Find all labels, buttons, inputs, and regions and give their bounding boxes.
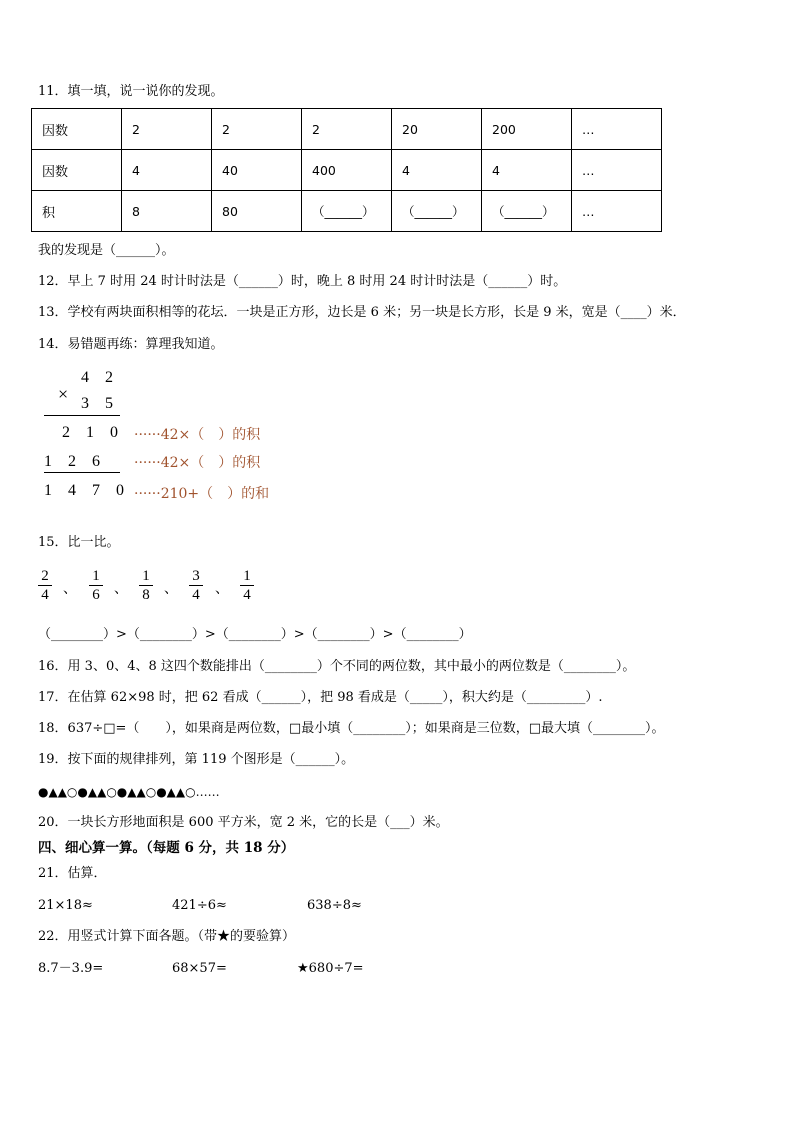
- fraction: [189, 568, 203, 603]
- product-rule: [44, 415, 120, 416]
- q20-text: 20．一块长方形地面积是 600 平方米，宽 2 米，它的长是（___）米。: [38, 815, 449, 830]
- fraction: [38, 568, 52, 603]
- table-cell: 80: [212, 191, 302, 232]
- table-cell: 积: [32, 191, 122, 232]
- fraction-bar: [189, 585, 203, 586]
- q16-text: 16．用 3、0、4、8 这四个数能排出（________）个不同的两位数，其中最小的两位数是（________）。: [38, 659, 636, 674]
- times-sign: ×: [58, 384, 75, 404]
- table-cell: …: [572, 191, 662, 232]
- table-cell: 4: [482, 150, 572, 191]
- table-cell: 2: [302, 109, 392, 150]
- table-cell: 8: [122, 191, 212, 232]
- q22-item: 8.7－3.9=: [38, 961, 104, 976]
- q21-item: 638÷8≈: [307, 898, 362, 913]
- table-row: [32, 150, 662, 191]
- q21-item: 21×18≈: [38, 898, 93, 913]
- q11-finding: 我的发现是（______）。: [38, 243, 175, 258]
- q11-title: 11．填一填，说一说你的发现。: [38, 84, 224, 99]
- multiplier: 3 5: [81, 395, 119, 412]
- denominator: 4: [192, 587, 200, 603]
- table-cell: 因数: [32, 109, 122, 150]
- table-cell: 400: [302, 150, 392, 191]
- numerator: 1: [142, 568, 150, 584]
- separator: 、: [164, 581, 178, 597]
- q19-pattern: ●▲▲○●▲▲○●▲▲○●▲▲○……: [38, 785, 220, 799]
- q22-item: ★680÷7=: [297, 961, 364, 976]
- numerator: 3: [192, 568, 200, 584]
- q21-title: 21．估算．: [38, 866, 107, 881]
- q12-text: 12．早上 7 时用 24 时计时法是（______）时，晚上 8 时用 24 时计时法是（______）时。: [38, 274, 567, 289]
- fraction-bar: [38, 585, 52, 586]
- denominator: 4: [41, 587, 49, 603]
- note-partial-2: ······42×（ ）的积: [134, 455, 261, 471]
- table-cell: …: [572, 109, 662, 150]
- q22-item: 68×57=: [172, 961, 227, 976]
- separator: 、: [215, 581, 229, 597]
- partial-product-2: 1 2 6: [44, 453, 106, 470]
- q17-text: 17．在估算 62×98 时，把 62 看成（______），把 98 看成是（_____），积大约是（_________）.: [38, 690, 603, 705]
- q22-title: 22．用竖式计算下面各题。（带★的要验算）: [38, 929, 296, 944]
- numerator: 1: [243, 568, 251, 584]
- sum-rule: [44, 472, 120, 473]
- separator: 、: [63, 581, 77, 597]
- fraction-bar: [139, 585, 153, 586]
- denominator: 8: [142, 587, 150, 603]
- fraction: [139, 568, 153, 603]
- table-cell: 2: [212, 109, 302, 150]
- table-cell: 200: [482, 109, 572, 150]
- table-cell: 4: [122, 150, 212, 191]
- q11-table: [31, 108, 662, 232]
- fraction: [89, 568, 103, 603]
- table-row: [32, 109, 662, 150]
- final-product: 1 4 7 0: [44, 482, 130, 499]
- table-cell: 4: [392, 150, 482, 191]
- table-cell: 因数: [32, 150, 122, 191]
- section-heading: 四、细心算一算。（每题 6 分，共 18 分）: [38, 840, 295, 856]
- q19-text: 19．按下面的规律排列，第 119 个图形是（______）。: [38, 752, 355, 767]
- note-sum: ······210+（ ）的和: [134, 486, 270, 502]
- table-cell: …: [572, 150, 662, 191]
- fraction-bar: [240, 585, 254, 586]
- partial-product-1: 2 1 0: [62, 424, 124, 441]
- fraction: [240, 568, 254, 603]
- table-cell: 40: [212, 150, 302, 191]
- q13-text: 13．学校有两块面积相等的花坛．一块是正方形，边长是 6 米；另一块是长方形，长是 9 米，宽是（____）米．: [38, 305, 686, 320]
- answer-blank[interactable]: （______）: [302, 191, 392, 232]
- answer-blank[interactable]: （______）: [392, 191, 482, 232]
- separator: 、: [114, 581, 128, 597]
- numerator: 1: [92, 568, 100, 584]
- table-cell: 2: [122, 109, 212, 150]
- q15-order: （________）>（________）>（________）>（________）>（________）: [38, 627, 472, 642]
- q21-item: 421÷6≈: [172, 898, 227, 913]
- table-cell: 20: [392, 109, 482, 150]
- answer-blank[interactable]: （______）: [482, 191, 572, 232]
- q14-title: 14．易错题再练：算理我知道。: [38, 337, 224, 352]
- fraction-bar: [89, 585, 103, 586]
- multiplicand: 4 2: [81, 369, 119, 386]
- table-row: [32, 191, 662, 232]
- numerator: 2: [41, 568, 49, 584]
- q18-text: 18．637÷□=（ ），如果商是两位数，□最小填（________）；如果商是三位数，□最大填（________）。: [38, 721, 665, 736]
- q15-title: 15．比一比。: [38, 535, 120, 550]
- denominator: 6: [92, 587, 100, 603]
- denominator: 4: [243, 587, 251, 603]
- note-partial-1: ······42×（ ）的积: [134, 427, 261, 443]
